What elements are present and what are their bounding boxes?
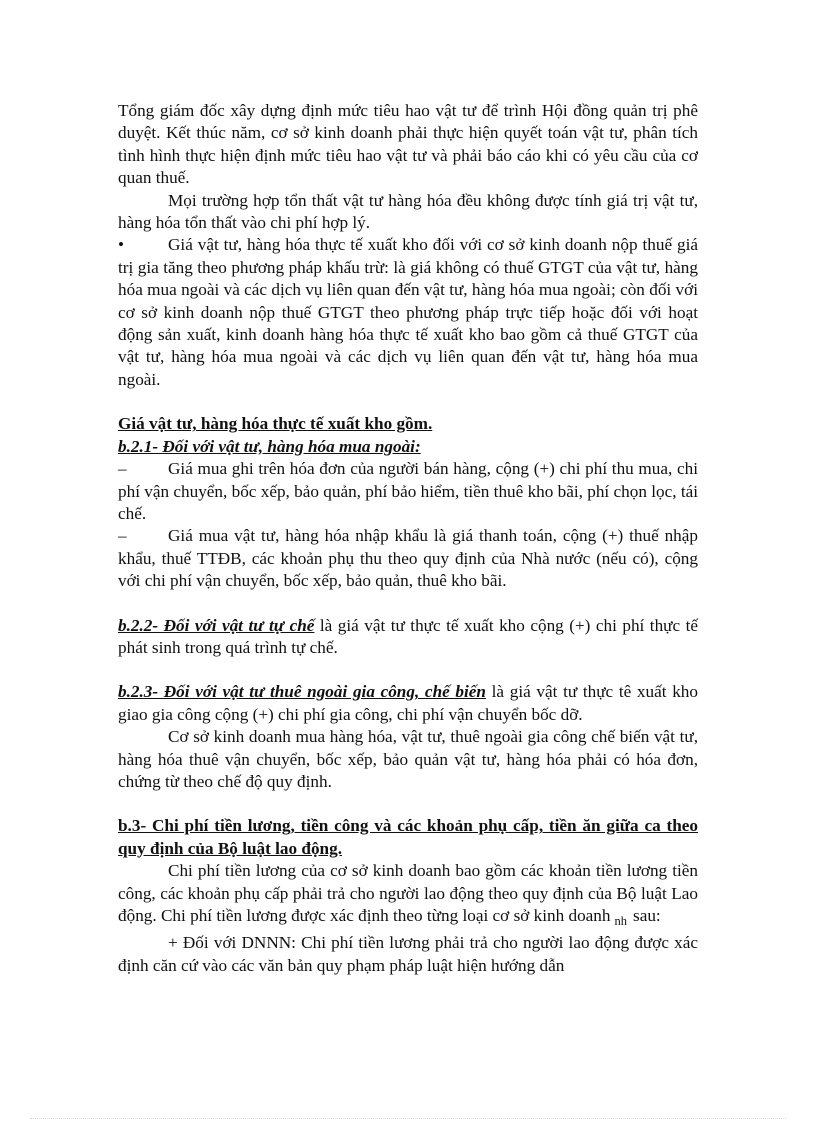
subscript-nh: nh (614, 914, 627, 928)
bullet-gia-vat-tu-text: Giá vật tư, hàng hóa thực tế xuất kho đối với cơ sở kinh doanh nộp thuế giá trị gia tăng theo phương pháp khấu trừ: là giá không có thuế GTGT của vật tư, hàng hóa mua ngoài và các dịch vụ liên quan đến vật tư, hàng hóa mua ngoài; còn đối với cơ sở kinh doanh nộp thuế GTGT theo phương pháp trực tiếp hoặc đối với hoạt động sản xuất, kinh doanh hàng hóa thực tế xuất kho bao gồm cả thuế GTGT của vật tư, hàng hóa mua ngoài và các dịch vụ liên quan đến vật tư, hàng hóa mua ngoài. (118, 235, 698, 389)
spacer (118, 593, 698, 615)
dash-item-gia-mua (118, 458, 698, 525)
paragraph-dinh-muc: Tổng giám đốc xây dựng định mức tiêu hao vật tư để trình Hội đồng quản trị phê duyệt. Kết thúc năm, cơ sở kinh doanh phải thực hiện quyết toán vật tư, phân tích tình hình thực hiện định mức tiêu hao vật tư và phải báo cáo khi có yêu cầu của cơ quan thuế. (118, 101, 698, 188)
heading-gia-vat-tu-xuat-kho: Giá vật tư, hàng hóa thực tế xuất kho gồm. (118, 414, 433, 434)
paragraph-co-so-kinh-doanh: Cơ sở kinh doanh mua hàng hóa, vật tư, thuê ngoài gia công chế biến vật tư, hàng hóa thuê vận chuyển, bốc xếp, bảo quản vật tư, hàng hóa phải có hóa đơn, chứng từ theo chế độ quy định. (118, 727, 698, 791)
spacer (118, 659, 698, 681)
dash-item-gia-mua-text: Giá mua ghi trên hóa đơn của người bán hàng, cộng (+) chi phí thu mua, chi phí vận chuyển, bốc xếp, bảo quản, phí bảo hiểm, tiền thuê kho bãi, phí chọn lọc, tái chế. (118, 459, 698, 523)
paragraph-b22-text: là giá vật tư thực tế xuất kho cộng (+) chi phí thực tế phát sinh trong quá trình tự chế. (118, 615, 699, 657)
heading-b22: b.2.2- Đối với vật tư tự chế (118, 615, 315, 635)
dash-item-nhap-khau-text: Giá mua vật tư, hàng hóa nhập khẩu là giá thanh toán, cộng (+) thuế nhập khẩu, thuế TTĐB, các khoản phụ thu theo quy định của Nhà nước (nếu có), cộng với chi phí vận chuyển, bốc xếp, bảo quản, thuê kho bãi. (118, 526, 698, 591)
bullet-dot-icon: • (118, 235, 125, 255)
dash-icon: – (118, 526, 127, 546)
paragraph-chi-phi-tien-luong-tail: sau: (633, 906, 661, 925)
heading-b21: b.2.1- Đối với vật tư, hàng hóa mua ngoài: (118, 436, 421, 456)
page-bottom-rule (30, 1118, 786, 1119)
paragraph-b23 (118, 681, 698, 726)
dash-item-nhap-khau (118, 525, 698, 592)
dash-icon: – (118, 459, 127, 479)
spacer (118, 793, 698, 815)
paragraph-chi-phi-tien-luong (118, 860, 698, 932)
bullet-gia-vat-tu (118, 234, 698, 391)
paragraph-b23-text: là giá vật tư thực tê xuất kho giao gia công cộng (+) chi phí gia công, chi phí vận chuyển bốc dỡ. (118, 682, 698, 724)
paragraph-b22 (118, 615, 698, 660)
heading-b3: b.3- Chi phí tiền lương, tiền công và các khoản phụ cấp, tiền ăn giữa ca theo quy định của Bộ luật lao động. (118, 816, 698, 858)
paragraph-ton-that: Mọi trường hợp tổn thất vật tư hàng hóa đều không được tính giá trị vật tư, hàng hóa tổn thất vào chi phí hợp lý. (118, 190, 698, 233)
spacer (118, 391, 698, 413)
heading-b23: b.2.3- Đối với vật tư thuê ngoài gia công, chế biến (118, 682, 486, 702)
paragraph-chi-phi-tien-luong-text: Chi phí tiền lương của cơ sở kinh doanh bao gồm các khoản tiền lương tiền công, các khoản phụ cấp phải trả cho người lao động theo quy định của Bộ luật Lao động. Chi phí tiền lương được xác định theo từng loại cơ sở kinh doanh (118, 861, 698, 925)
paragraph-dnnn: + Đối với DNNN: Chi phí tiền lương phải trả cho người lao động được xác định căn cứ vào các văn bản quy phạm pháp luật hiện hướng dẫn (118, 933, 698, 975)
document-page (118, 100, 698, 977)
